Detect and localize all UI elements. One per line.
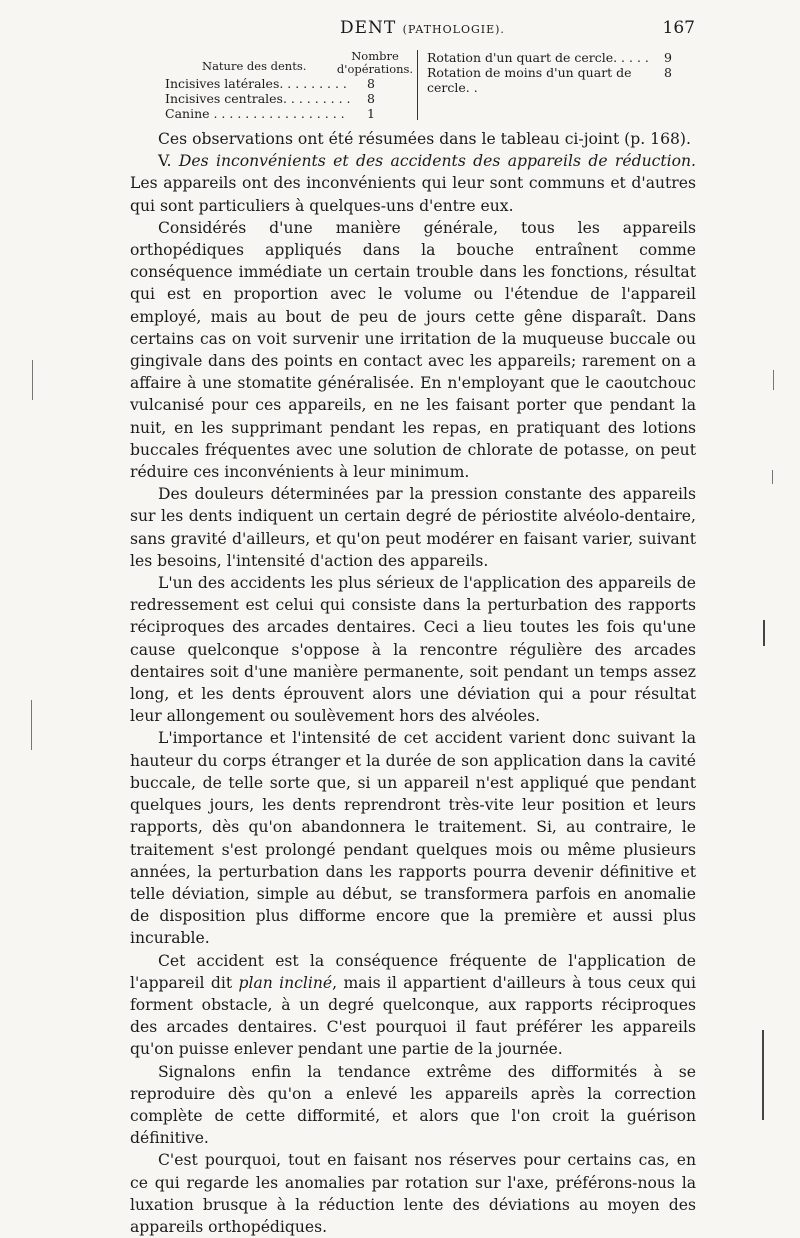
scan-artifact	[31, 700, 32, 750]
row-value: 1	[367, 106, 375, 121]
paragraph: Ces observations ont été résumées dans le tableau ci-joint (p. 168).	[158, 130, 691, 148]
paragraph-section-v: V. Des inconvénients et des accidents des appareils de réduction. Les appareils ont des inconvénients qui leur sont communs et d'autres qui sont particuliers à quelques-uns d'entre eux.	[130, 152, 696, 215]
row-value: 8	[664, 65, 672, 80]
table-row	[165, 76, 375, 90]
operations-table	[162, 50, 672, 120]
table-row	[165, 91, 375, 105]
page-number: 167	[662, 18, 695, 38]
scan-artifact	[32, 360, 33, 400]
table-row	[427, 50, 672, 64]
paragraph: Des douleurs déterminées par la pression constante des appareils sur les dents indiquent un certain degré de périostite alvéolo-dentaire, sans gravité d'ailleurs, et qu'on peut modérer en faisant varier, suivant les besoins, l'intensité d'action des appareils.	[130, 485, 696, 570]
row-value: 8	[367, 91, 375, 106]
italic-term: plan incliné	[238, 973, 333, 992]
section-heading: Des inconvénients et des accidents des appareils de réduction.	[178, 152, 696, 171]
paragraph: Signalons enfin la tendance extrême des difformités à se reproduire dès qu'on a enlevé les appareils après la correction complète de cette difformité, et alors que l'on croit la guérison définitive.	[130, 1062, 696, 1148]
row-label: Incisives centrales. . . . . . . . .	[165, 91, 351, 106]
scan-artifact	[762, 1030, 764, 1120]
row-label: Incisives latérales. . . . . . . . .	[165, 76, 347, 91]
paragraph: L'importance et l'intensité de cet accident varient donc suivant la hauteur du corps étranger et la durée de son application dans la cavité buccale, de telle sorte que, si un appareil n'est appliqué que pendant quelques jours, les dents reprendront très-vite leur position et leurs rapports, dès qu'on abandonnera le traitement. Si, au contraire, le traitement s'est prolongé pendant quelques mois ou même plusieurs années, la perturbation dans les rapports pourra devenir définitive et telle déviation, simple au début, se transformera parfois en anomalie de disposition plus difforme encore que la première et aussi plus incurable.	[130, 729, 696, 948]
paragraph: Considérés d'une manière générale, tous les appareils orthopédiques appliqués dans la bouche entraînent comme conséquence immédiate un certain trouble dans les fonctions, résultat qui est en proportion avec le volume ou l'étendue de l'appareil employé, mais au bout de peu de jours cette gêne disparaît. Dans certains cas on voit survenir une irritation de la muqueuse buccale ou gingivale dans des points en contact avec les appareils; rarement on a affaire à une stomatite généralisée. En n'employant que le caoutchouc vulcanisé pour ces appareils, en ne les faisant porter que pendant la nuit, en les supprimant pendant les repas, en pratiquant des lotions buccales fréquentes avec une solution de chlorate de potasse, on peut réduire ces inconvénients à leur minimum.	[130, 218, 696, 482]
paragraph: Cet accident est la conséquence fréquente de l'application de l'appareil dit plan incliné, mais il appartient d'ailleurs à tous ceux qui forment obstacle, à un degré quelconque, aux rapports réciproques des arcades dentaires. C'est pourquoi il faut préférer les appareils qu'on puisse enlever pendant une partie de la journée.	[130, 951, 697, 1059]
header-title: DENT (PATHOLOGIE).	[340, 18, 505, 38]
body-text	[130, 128, 696, 1238]
row-label: Rotation d'un quart de cercle. . . . .	[427, 50, 649, 65]
scan-artifact	[773, 370, 774, 390]
row-label: Canine . . . . . . . . . . . . . . . . .	[165, 106, 345, 121]
row-value: 9	[664, 50, 672, 65]
paragraph: L'un des accidents les plus sérieux de l'application des appareils de redressement est celui qui consiste dans la perturbation des rapports réciproques des arcades dentaires. Ceci a lieu toutes les fois qu'une cause quelconque s'oppose à la rencontre régulière des arcades dentaires soit d'une manière permanente, soit pendant un temps assez long, et les dents éprouvent alors une déviation qui a pour résultat leur allongement ou soulèvement hors des alvéoles.	[130, 574, 696, 726]
column-header-nombre: Nombre d'opérations.	[336, 49, 414, 76]
row-value: 8	[367, 76, 375, 91]
scan-artifact	[763, 620, 765, 646]
scan-artifact	[772, 470, 773, 484]
table-divider	[417, 50, 418, 120]
running-header	[150, 18, 695, 44]
column-header-nature: Nature des dents.	[202, 59, 307, 73]
table-row	[427, 65, 672, 95]
table-row	[165, 106, 375, 120]
row-label: Rotation de moins d'un quart de cercle. .	[427, 65, 632, 95]
paragraph: C'est pourquoi, tout en faisant nos réserves pour certains cas, en ce qui regarde les anomalies par rotation sur l'axe, préférons-nous la luxation brusque à la réduction lente des déviations au moyen des appareils orthopédiques.	[130, 1151, 696, 1236]
